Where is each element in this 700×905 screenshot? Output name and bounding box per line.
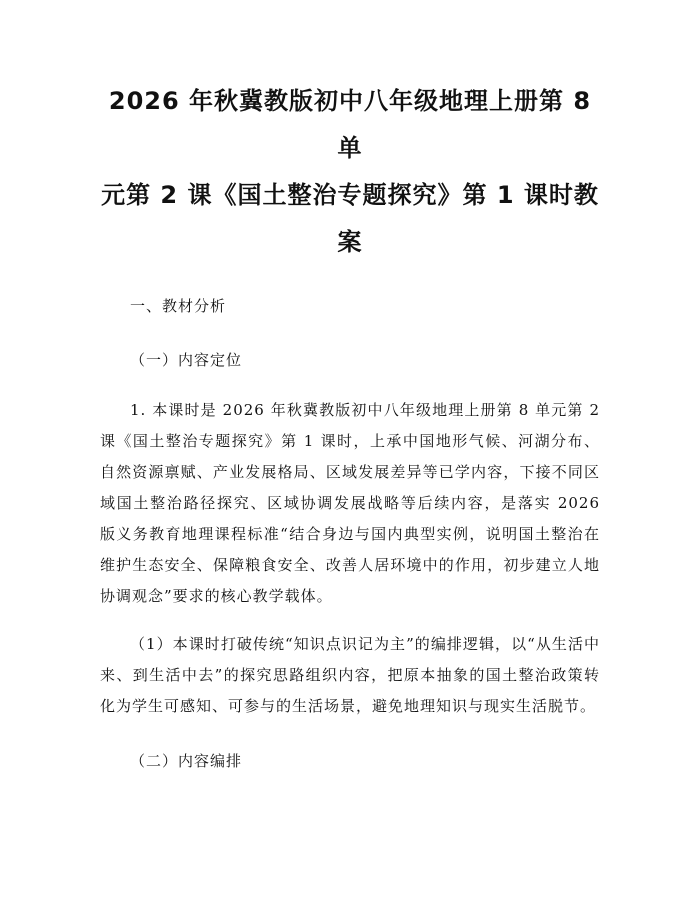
title-line-3: 案 xyxy=(337,228,363,256)
paragraph-lesson-structure: （1）本课时打破传统“知识点识记为主”的编排逻辑，以“从生活中来、到生活中去”的探究思路组织内容，把原本抽象的国土整治政策转化为学生可感知、可参与的生活场景，避免地理知识与现实生活脱节。 xyxy=(100,635,600,715)
title-line-2: 元第 2 课《国土整治专题探究》第 1 课时教 xyxy=(101,181,599,209)
subsection-heading-content-arrangement: （二）内容编排 xyxy=(130,752,243,770)
section-heading-textbook-analysis: 一、教材分析 xyxy=(130,297,227,315)
subsection-heading-content-positioning: （一）内容定位 xyxy=(130,351,243,369)
paragraph-content-positioning: 1. 本课时是 2026 年秋冀教版初中八年级地理上册第 8 单元第 2 课《国土整治专题探究》第 1 课时，上承中国地形气候、河湖分布、自然资源禀赋、产业发展格局、区域发展差异等已学内容，下接不同区域国土整治路径探究、区域协调发展战略等后续内容，是落实 2026 版义务教育地理课程标准“结合身边与国内典型实例，说明国土整治在维护生态安全、保障粮食安全、改善人居环境中的作用，初步建立人地协调观念”要求的核心教学载体。 xyxy=(100,401,600,605)
document-title xyxy=(100,78,600,266)
title-line-1: 2026 年秋冀教版初中八年级地理上册第 8 单 xyxy=(108,87,592,162)
